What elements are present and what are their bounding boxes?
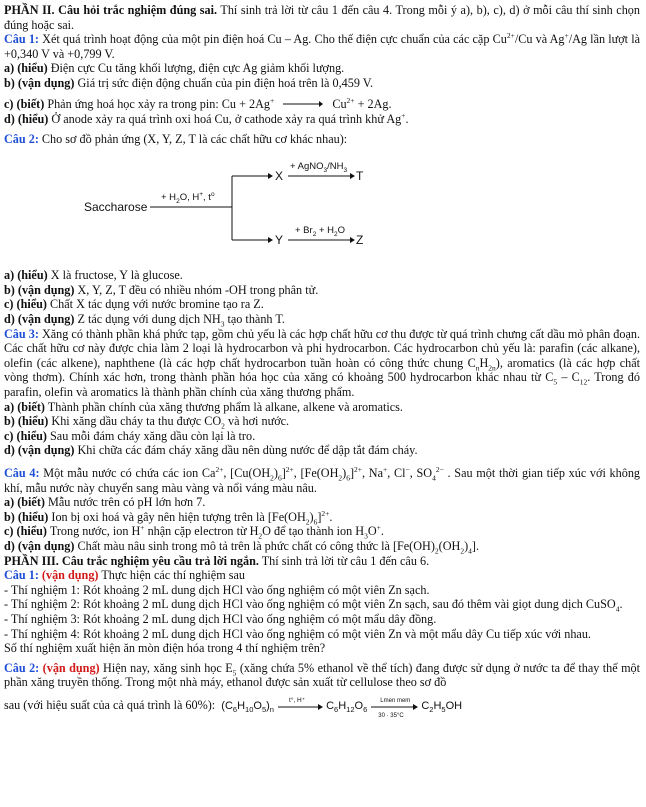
p3q1-exp1: - Thí nghiệm 1: Rót khoảng 2 mL dung dịch HCl vào ống nghiệm có một viên Zn sạch. [4,582,430,597]
diagram-y: Y [275,233,284,248]
q1-c-tail: + 2Ag. [357,96,392,111]
part2-instruction: Thí sinh trả lời từ câu 1 đến câu 4. Trong mỗi ý a), b), c), d) ở mỗi câu thí sinh chọn đúng hoặc sai. [4,3,640,32]
q4-b-text: Ion bị oxi hoá và gây nên hiện tượng trên là [Fe(OH [51,509,306,524]
q1-stem-text-b: /Cu [514,32,533,47]
part3-header [4,554,640,569]
p3q1-stem [4,568,640,583]
q3-option-b: b) (hiểu) Khi xăng dầu cháy ta thu được $CO_2$ và hơi nước. [4,414,290,431]
q3-option-c [4,429,640,444]
q4-label: Câu 4: [4,465,40,480]
q4-option-b: b) (hiểu) Ion bị oxi hoá và gây nên hiện tượng trên là $[Fe(OH_2)_6]^{2+}$. [4,508,333,527]
q3-stem-3: – C [561,370,580,385]
p3q2-level: (vận dụng) [42,660,100,675]
p3q2-label: Câu 2: [4,660,40,675]
q4-a-label: a) (biết) [4,495,45,510]
q3-d-text: Khi chữa các đám cháy xăng dầu nên dùng nước để dập tắt đám cháy. [77,443,418,458]
q2-d-tail: tạo thành T. [227,312,285,327]
q3-option-a [4,400,640,415]
diagram-t: T [356,169,364,184]
diagram-condition-br2: + $Br_2 + H_2O$ [295,225,346,239]
q4-option-d: d) (vận dụng) Chất màu nâu sinh trong mô tả trên là phức chất có công thức là $[Fe(OH)_2(OH_2)_4]$. [4,538,480,556]
q2-option-a [4,268,640,283]
q1-option-c: c) (biết) Phản ứng hoá học xảy ra trong pin: Cu + 2Ag+ $Cu^{2+} + 2Ag$. [4,95,392,111]
q1-b-label: b) (vận dụng) [4,75,75,90]
diagram-saccharose: Saccharose [84,200,148,215]
part2-header [4,3,640,32]
q4-b-label: b) (hiểu) [4,509,49,524]
q1-c-label: c) (biết) [4,96,45,111]
diagram-z: Z [356,233,364,248]
q1-a-label: a) (hiểu) [4,61,48,76]
q4-stem-text: Một mẫu nước có chứa các ion Ca [43,465,216,480]
reaction-arrow-icon [283,97,323,112]
q3-label: Câu 3: [4,326,39,341]
q1-option-d: d) (hiểu) Ở anode xảy ra quá trình oxi hoá Cu, ở cathode xảy ra quá trình khử Ag+. [4,111,409,127]
q2-stem-text: Cho sơ đồ phản ứng (X, Y, Z, T là các chất hữu cơ khác nhau): [41,131,348,146]
reaction-scheme-diagram [4,152,640,262]
q3-stem-4: . Trong đó parafin, olefin và aromatics là thành phần chính của xăng thương phẩm. [4,370,640,399]
scheme-arrow-2-icon: Lmen mem 30 · 35°C [370,699,418,713]
p3q1-exp4: - Thí nghiệm 4: Rót khoảng 2 mL dung dịch HCl vào ống nghiệm có một viên Zn và một mẩu dây Cu tiếp xúc với nhau. [4,626,591,641]
q4-stem: Câu 4: Một mẫu nước có chứa các ion $Ca^{2+}$, $[Cu(OH_2)_6]^{2+}$, $[Fe(OH_2)_6]^{2+}$, Na+, Cl−, $SO_4^{2-}$ . Sau một thời gian tiếp xúc với không khí, mẫu nước này chuyển sang màu vàng và nổi váng màu nâu. [4,464,641,495]
q3-b-text: Khi xăng dầu cháy ta thu được CO [51,414,222,429]
part3-instruction: Thí sinh trả lời từ câu 1 đến câu 6. [261,553,430,568]
q1-b-text: Giá trị sức điện động chuẩn của pin điện hoá trên là 0,459 V. [77,75,374,90]
q2-d-text: Z tác dụng với dung dịch NH [77,312,221,327]
q2-label: Câu 2: [4,131,39,146]
part3-heading: PHẦN III. Câu trắc nghiệm yêu cầu trả lời ngắn. [4,553,259,568]
q3-stem-1: Xăng có thành phần khá phức tạp, gồm chủ yếu là các hợp chất hữu cơ thu được từ quá trình chưng cất dầu mỏ phân đoạn. Các chất hữu cơ này được chia làm 2 loại là hydrocarbon và phi hydrocarbon. Các hydrocarbon chủ yếu là: parafin (các alkane), olefin (các alkene), naphthene (là các hợp chất hydrocarbon tuần hoàn có công thức chung C [4,326,641,370]
diagram-x: X [275,169,284,184]
q1-d-label: d) (hiểu) [4,112,49,127]
p3q2-scheme-line [4,696,640,719]
q1-stem-text-c: và Ag [535,32,565,47]
p3q1-exp3: - Thí nghiệm 3: Rót khoảng 2 mL dung dịch HCl vào ống nghiệm có một mẩu dây đồng. [4,611,437,626]
q1-c-text: Phản ứng hoá học xảy ra trong pin: Cu + 2Ag [47,96,270,111]
diagram-condition-hydrolysis: + $H_2O$, H+, $t^o$ [161,191,215,206]
q4-option-c: c) (hiểu) Trong nước, ion H+ nhận cặp electron từ $H_2O$ để tạo thành ion $H_3O^+$. [4,523,384,541]
p3q2-stem-2: (xăng chứa 5% ethanol về thể tích) đang được sử dụng ở nước ta để thay thế một phần xăng truyền thống. Trong một nhà máy, ethanol được sản xuất từ cellulose theo sơ đồ [4,660,641,690]
q4-d-label: d) (vận dụng) [4,538,75,553]
p3q1-question: Số thí nghiệm xuất hiện ăn mòn điện hóa trong 4 thí nghiệm trên? [4,641,326,656]
p3q2-stem-3: sau (với hiệu suất của cả quá trình là 60%): [4,697,216,712]
q3-stem-2: ), aromatics (là các hợp chất vòng thơm). Chính xác hơn, trong thành phần hóa học của xăng có khoảng 500 hydrocarbon khác nhau từ C [4,355,640,385]
q2-option-b [4,283,640,298]
q3-b-label: b) (hiểu) [4,414,49,429]
cellulose-scheme: $(C_6H_{10}O_5)_n$ t°, H⁺ $C_6H_{12}O_6$ Lmen mem 30 · 35°C $C_2H_5OH$ [218,696,463,719]
q1-stem: Câu 1: Xét quá trình hoạt động của một pin điện hoá Cu – Ag. Cho thế điện cực chuẩn của các cặp $Cu^{2+}/Cu$ và Ag+/Ag lần lượt là +0,340 V và +0,799 V. [4,31,641,61]
q2-option-c [4,297,640,312]
q3-d-label: d) (vận dụng) [4,443,75,458]
exam-page [4,3,641,719]
q2-b-label: b) (vận dụng) [4,282,75,297]
p3q1-level: (vận dụng) [41,568,99,583]
q1-stem-text: Xét quá trình hoạt động của một pin điện hoá Cu – Ag. Cho thế điện cực chuẩn của các cặp Cu [42,32,507,47]
q4-option-a [4,495,640,510]
scheme-arrow-1-icon: t°, H⁺ [277,699,323,713]
q2-a-label: a) (hiểu) [4,268,48,283]
q2-c-text: Chất X tác dụng với nước bromine tạo ra Z. [50,297,264,312]
q3-b-tail: và hơi nước. [227,414,290,429]
q2-a-text: X là fructose, Y là glucose. [50,268,183,283]
p3q1-label: Câu 1: [4,568,39,583]
p3q1-exp2-text: - Thí nghiệm 2: Rót khoảng 2 mL dung dịch HCl vào ống nghiệm có một viên Zn sạch, sau đó thêm vài giọt dung dịch CuSO [4,597,616,612]
q4-d-text: Chất màu nâu sinh trong mô tả trên là phức chất có công thức là [Fe(OH) [77,538,435,553]
q1-option-b [4,76,640,91]
q4-c-tail: O để tạo thành ion H [262,524,365,539]
p3q1-exp2: - Thí nghiệm 2: Rót khoảng 2 mL dung dịch HCl vào ống nghiệm có một viên Zn sạch, sau đó thêm vài giọt dung dịch CuSO$_4$. [4,597,623,614]
q3-a-label: a) (biết) [4,399,45,414]
q1-a-text: Điện cực Cu tăng khối lượng, điện cực Ag giảm khối lượng. [50,61,345,76]
q4-d-tail: ]. [471,538,480,553]
q3-option-d [4,443,640,458]
p3q2-stem: Câu 2: (vận dụng) Hiện nay, xăng sinh học $E_5$ (xăng chứa 5% ethanol về thể tích) đang được sử dụng ở nước ta để thay thế một phần xăng truyền thống. Trong một nhà máy, ethanol được sản xuất từ cellulose theo sơ đồ [4,660,641,690]
q1-label: Câu 1: [4,32,39,47]
q2-d-label: d) (vận dụng) [4,312,75,327]
diagram-condition-agno3: + $AgNO_3/NH_3$ [290,161,348,175]
q4-c-label: c) (hiểu) [4,524,47,539]
part2-heading: PHẦN II. Câu hỏi trắc nghiệm đúng sai. [4,3,218,17]
q4-c-mid: nhận cặp electron từ H [147,524,259,539]
q3-a-text: Thành phần chính của xăng thương phẩm là alkane, alkene và aromatics. [47,399,403,414]
q4-stem-tail: . Sau một thời gian tiếp xúc với không khí, mẫu nước này chuyển sang màu vàng và nổi váng màu nâu. [4,465,641,495]
q1-c-product: Cu [332,96,347,111]
p3q2-stem-1: Hiện nay, xăng sinh học E [103,660,233,675]
q4-c-text: Trong nước, ion H [49,524,141,539]
q3-c-text: Sau mỗi đám cháy xăng dầu còn lại là tro. [50,428,256,443]
q1-option-a [4,61,640,76]
p3q1-stem-text: Thực hiện các thí nghiệm sau [101,568,245,583]
q1-d-text: Ở anode xảy ra quá trình oxi hoá Cu, ở cathode xảy ra quá trình khử Ag [51,112,402,127]
q2-option-d: d) (vận dụng) Z tác dụng với dung dịch $NH_3$ tạo thành T. [4,312,285,329]
q2-b-text: X, Y, Z, T đều có nhiều nhóm -OH trong phân tử. [77,282,319,297]
q2-c-label: c) (hiểu) [4,297,47,312]
q4-a-text: Mẫu nước trên có pH lớn hơn 7. [48,495,206,510]
q3-stem: Câu 3: Xăng có thành phần khá phức tạp, gồm chủ yếu là các hợp chất hữu cơ thu được từ quá trình chưng cất dầu mỏ phân đoạn. Các chất hữu cơ này được chia làm 2 loại là hydrocarbon và phi hydrocarbon. Các hydrocarbon chủ yếu là: parafin (các alkane), olefin (các alkene), naphthene (là các hợp chất hydrocarbon tuần hoàn có công thức chung $C_nH_{2n}$), aromatics (là các hợp chất vòng thơm). Chính xác hơn, trong thành phần hóa học của xăng có khoảng 500 hydrocarbon khác nhau từ $C_5 - C_{12}$. Trong đó parafin, olefin và aromatics là thành phần chính của xăng thương phẩm. [4,326,641,399]
q3-c-label: c) (hiểu) [4,428,47,443]
q2-stem [4,132,640,147]
q1-stem-text-d: /Ag lần lượt là +0,340 V và +0,799 V. [4,32,641,61]
